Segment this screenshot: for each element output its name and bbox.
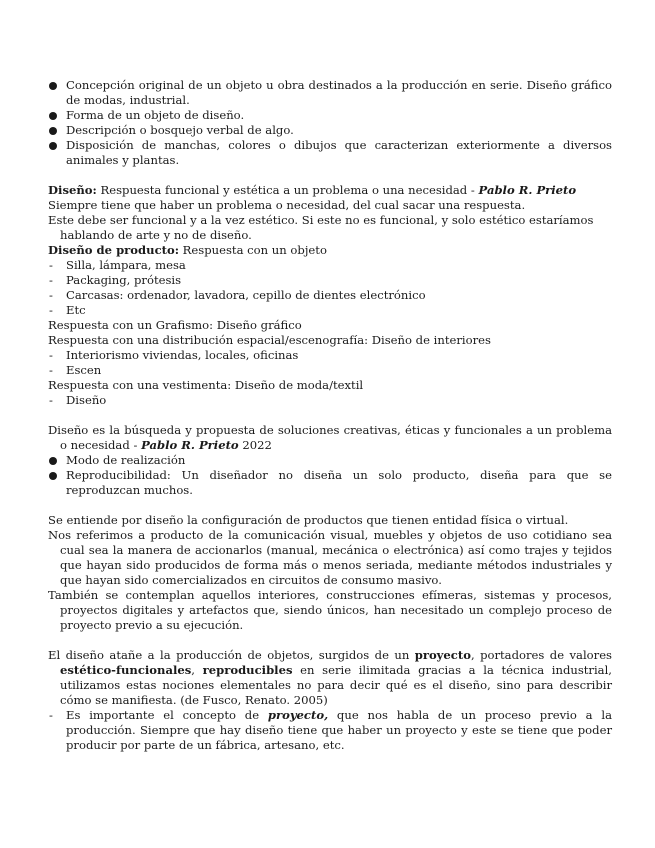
fusco-paragraph: El diseño atañe a la producción de objetos, surgidos de un proyecto, portadores de valores estético-funcionales, reproducibles en serie ilimitada gracias a la técnica industrial, utilizamos estas nociones elementales no para decir qué es el diseño, sino para describir cómo se manifiesta. (de Fusco, Renato. 2005) bbox=[48, 648, 612, 707]
list-item: Forma de un objeto de diseño. bbox=[48, 108, 612, 123]
definition-text: Respuesta con un objeto bbox=[179, 243, 327, 257]
keyword: proyecto, bbox=[267, 708, 329, 722]
list-item: - Interiorismo viviendas, locales, oficinas bbox=[48, 348, 612, 363]
keyword: proyecto bbox=[414, 648, 471, 662]
producto-heading bbox=[48, 243, 612, 258]
list-item: Descripción o bosquejo verbal de algo. bbox=[48, 123, 612, 138]
list-item: Concepción original de un objeto u obra destinados a la producción en serie. Diseño gráfico de modas, industrial. bbox=[48, 78, 612, 108]
author-name: Pablo R. Prieto bbox=[478, 183, 577, 197]
list-item: - Diseño bbox=[48, 393, 612, 408]
list-item: Reproducibilidad: Un diseñador no diseña un solo producto, diseña para que se reproduzcan muchos. bbox=[48, 468, 612, 498]
list-item: - Silla, lámpara, mesa bbox=[48, 258, 612, 273]
definition-text: Diseño es la búsqueda y propuesta de soluciones creativas, éticas y funcionales a un problema o necesidad - bbox=[48, 423, 612, 452]
year: 2022 bbox=[238, 438, 272, 452]
paragraph: Respuesta con un Grafismo: Diseño gráfico bbox=[48, 318, 302, 332]
list-item: Modo de realización bbox=[48, 453, 612, 468]
author-name: Pablo R. Prieto bbox=[141, 438, 239, 452]
definition-2 bbox=[48, 423, 612, 453]
list-item: - Packaging, prótesis bbox=[48, 273, 612, 288]
paragraph: Siempre tiene que haber un problema o necesidad, del cual sacar una respuesta. bbox=[48, 198, 526, 212]
document-page bbox=[48, 78, 612, 753]
list-item: - Carcasas: ordenador, lavadora, cepillo de dientes electrónico bbox=[48, 288, 612, 303]
paragraph: Se entiende por diseño la configuración de productos que tienen entidad física o virtual. bbox=[48, 513, 569, 527]
definition-text: Respuesta funcional y estética a un problema o una necesidad - bbox=[96, 183, 479, 197]
list-item: - Etc bbox=[48, 303, 612, 318]
paragraph: También se contemplan aquellos interiores, construcciones efímeras, sistemas y procesos, proyectos digitales y artefactos que, siendo únicos, han necesitado un complejo proceso de proyecto previo a su ejecución. bbox=[48, 588, 612, 632]
paragraph: Respuesta con una vestimenta: Diseño de moda/textil bbox=[48, 378, 364, 392]
keyword: estético-funcionales bbox=[60, 663, 192, 677]
paragraph: Respuesta con una distribución espacial/escenografía: Diseño de interiores bbox=[48, 333, 491, 347]
term-label: Diseño: bbox=[48, 183, 97, 197]
paragraph: Nos referimos a producto de la comunicación visual, muebles y objetos de uso cotidiano sea cual sea la manera de accionarlos (manual, mecánica o electrónica) así como trajes y tejidos que hayan sido producidos de forma más o menos seriada, mediante métodos industriales y que hayan sido comercializados en circuitos de consumo masivo. bbox=[48, 528, 612, 587]
list-item: - Escen bbox=[48, 363, 612, 378]
keyword: reproducibles bbox=[202, 663, 293, 677]
term-label: Diseño de producto: bbox=[48, 243, 179, 257]
disenio-definition bbox=[48, 183, 612, 198]
list-item: Disposición de manchas, colores o dibujos que caracterizan exteriormente a diversos animales y plantas. bbox=[48, 138, 612, 168]
definition-bullet-list bbox=[48, 78, 612, 168]
list-item: - Es importante el concepto de proyecto, que nos habla de un proceso previo a la producción. Siempre que hay diseño tiene que haber un proyecto y este se tiene que poder producir por parte de un fábrica, artesano, etc. bbox=[48, 708, 612, 753]
paragraph: Este debe ser funcional y a la vez estético. Si este no es funcional, y solo estético estaríamos hablando de arte y no de diseño. bbox=[48, 213, 594, 242]
